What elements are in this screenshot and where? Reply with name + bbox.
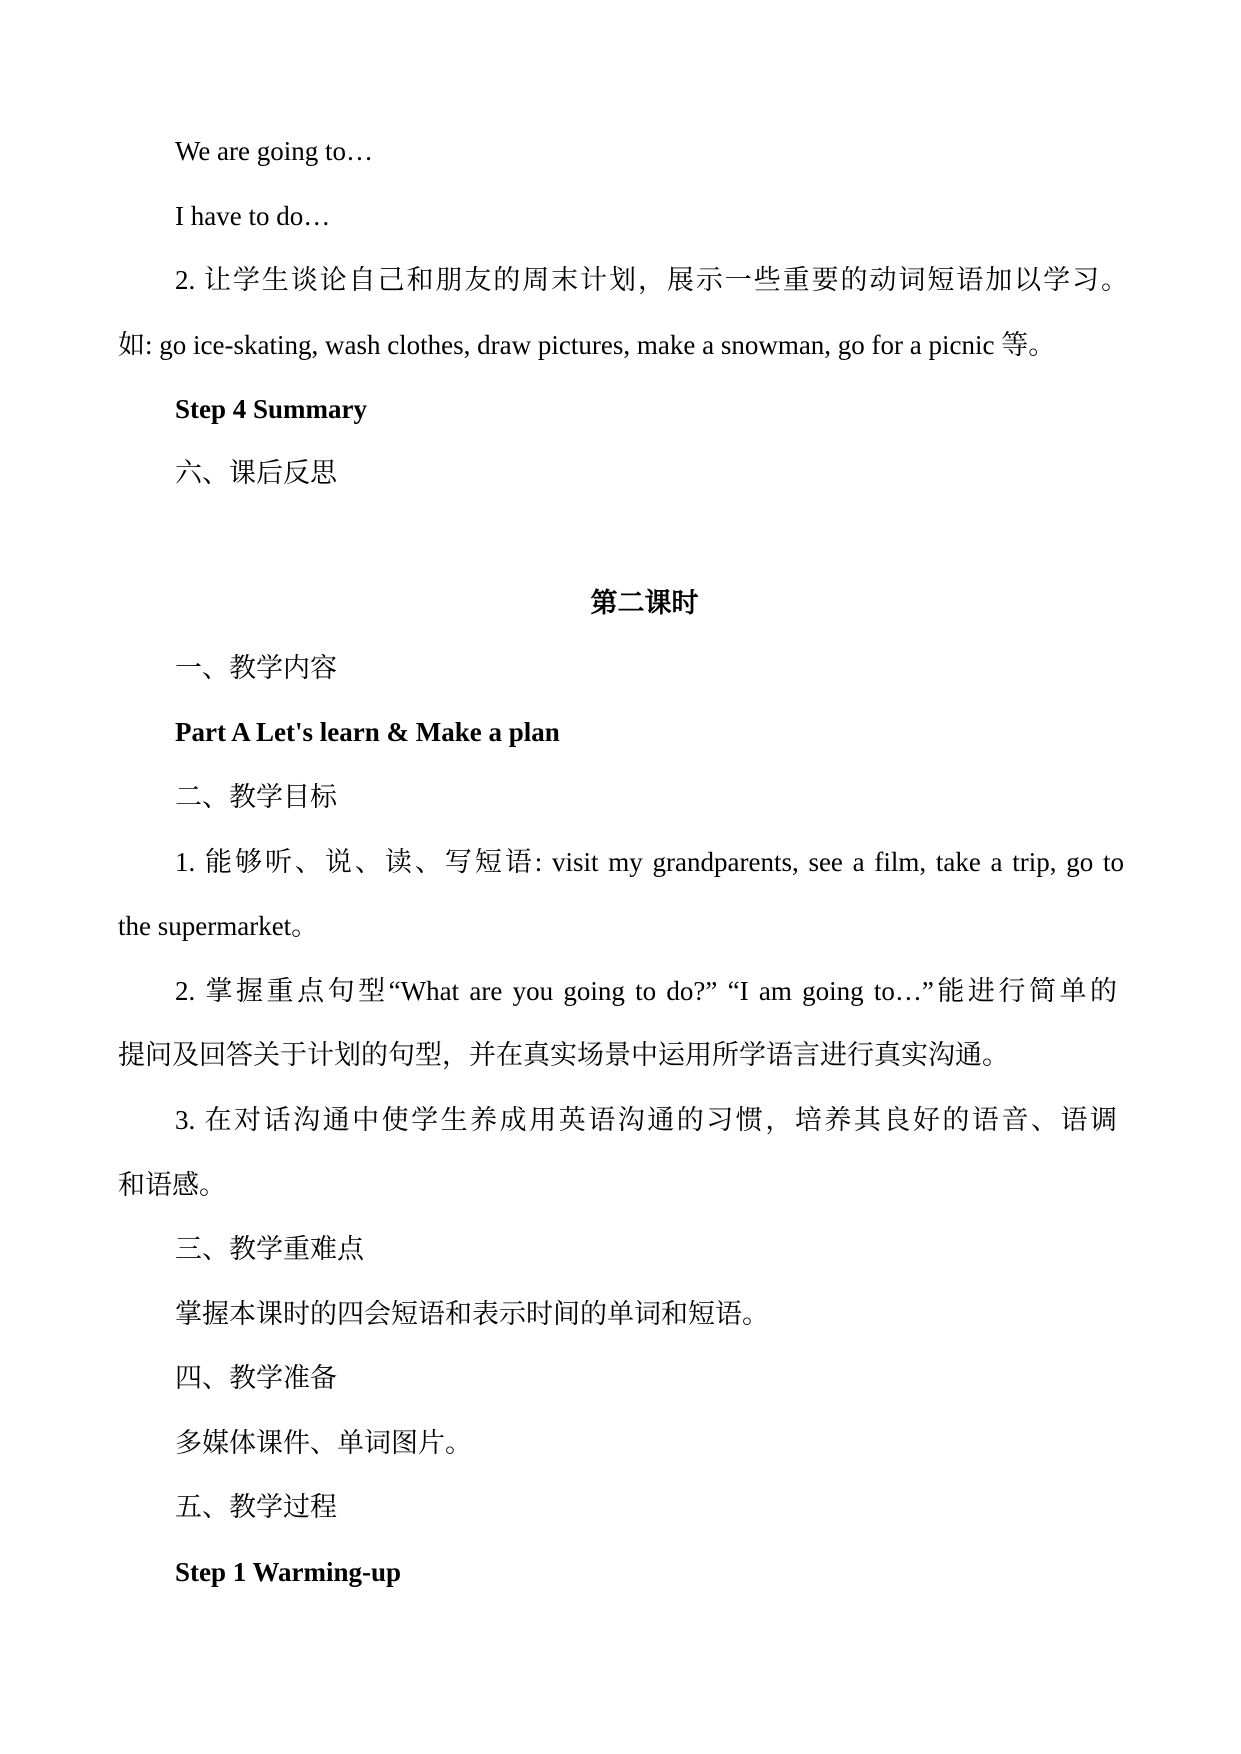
section-heading: 二、教学目标 (175, 782, 337, 812)
text-line: 2. 掌握重点句型“What are you going to do?” “I am going to…”能进行简单的 (175, 976, 1117, 1006)
text-line: 多媒体课件、单词图片。 (175, 1428, 472, 1458)
text-line: We are going to… (175, 136, 374, 166)
section-heading: Step 4 Summary (175, 394, 368, 424)
section-heading: 一、教学内容 (175, 653, 337, 683)
section-heading: 五、教学过程 (175, 1492, 337, 1522)
section-heading: 三、教学重难点 (175, 1234, 364, 1264)
text-line: I have to do… (175, 201, 331, 231)
text-line: 2. 让学生谈论自己和朋友的周末计划，展示一些重要的动词短语加以学习。 (175, 265, 1128, 295)
lesson-title: 第二课时 (590, 588, 699, 618)
text-line: 1. 能够听、说、读、写短语: visit my grandparents, see a film, take a trip, go to (175, 847, 1124, 877)
text-line: 3. 在对话沟通中使学生养成用英语沟通的习惯，培养其良好的语音、语调 (175, 1105, 1117, 1135)
text-line: 提问及回答关于计划的句型，并在真实场景中运用所学语言进行真实沟通。 (118, 1040, 1009, 1070)
text-line: the supermarket。 (118, 911, 319, 941)
section-heading: 六、课后反思 (175, 458, 337, 488)
text-line: 掌握本课时的四会短语和表示时间的单词和短语。 (175, 1299, 769, 1329)
section-heading: Step 1 Warming-up (175, 1557, 402, 1587)
section-heading: 四、教学准备 (175, 1363, 337, 1393)
text-line: 和语感。 (118, 1170, 226, 1200)
section-heading: Part A Let's learn & Make a plan (175, 717, 560, 747)
text-line: 如: go ice-skating, wash clothes, draw pictures, make a snowman, go for a picnic 等。 (118, 330, 1056, 360)
